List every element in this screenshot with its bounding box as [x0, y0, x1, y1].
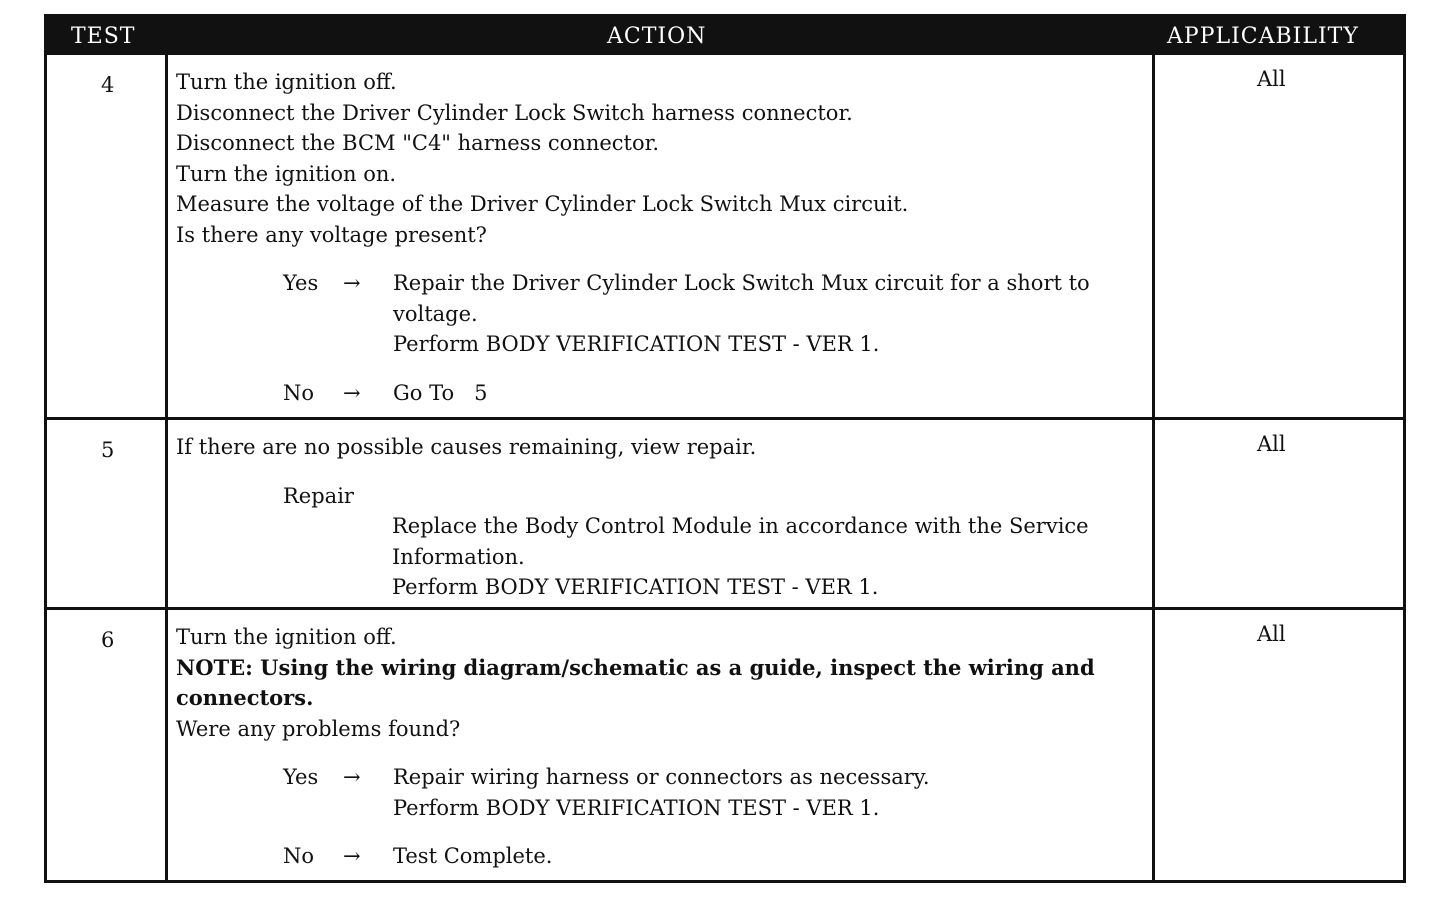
table-header: [47, 17, 1403, 55]
arrow-icon: →: [343, 765, 361, 789]
no-action: Test Complete.: [393, 844, 553, 868]
applicability-value: All: [1257, 67, 1286, 91]
yes-label: Yes: [283, 271, 319, 295]
no-label: No: [283, 380, 315, 405]
action-step: If there are no possible causes remaining, view repair.: [176, 435, 757, 459]
no-branch: [283, 841, 1151, 872]
header-applicability: APPLICABILITY: [1167, 24, 1359, 49]
table-row-test-4: [47, 55, 1403, 417]
yes-action: Repair wiring harness or connectors as necessary.: [393, 765, 930, 789]
repair-action: Perform BODY VERIFICATION TEST - VER 1.: [392, 575, 879, 599]
repair-body: [392, 511, 1151, 603]
table-row-test-5: [47, 420, 1403, 607]
action-step: Turn the ignition on.: [176, 161, 397, 186]
yes-branch: [283, 762, 1151, 823]
action-cell: [176, 67, 1151, 408]
applicability-value: All: [1257, 622, 1286, 646]
action-question: Is there any voltage present?: [176, 222, 487, 247]
action-cell: [176, 622, 1151, 872]
applicability-value: All: [1257, 432, 1286, 456]
no-action: Go To 5: [393, 380, 488, 405]
action-step: Measure the voltage of the Driver Cylinder Lock Switch Mux circuit.: [176, 192, 909, 216]
diagnostic-table: [44, 14, 1406, 883]
action-step: Disconnect the BCM "C4" harness connector.: [176, 131, 660, 155]
test-number: 5: [101, 438, 115, 462]
arrow-icon: →: [343, 271, 361, 295]
action-cell: [176, 432, 1151, 603]
header-action: ACTION: [607, 24, 707, 49]
note-text: NOTE: Using the wiring diagram/schematic as a guide, inspect the wiring and connectors.: [176, 654, 1095, 710]
action-step: Disconnect the Driver Cylinder Lock Switch harness connector.: [176, 100, 853, 125]
test-number: 6: [101, 628, 115, 652]
yes-branch: [283, 268, 1151, 360]
no-branch: [283, 378, 1151, 409]
arrow-icon: →: [343, 844, 361, 868]
yes-action: Perform BODY VERIFICATION TEST - VER 1.: [393, 795, 880, 820]
repair-label: Repair: [283, 483, 354, 508]
test-number: 4: [101, 73, 115, 97]
yes-action: Repair the Driver Cylinder Lock Switch Mux circuit for a short to voltage.: [393, 271, 1090, 326]
repair-action: Replace the Body Control Module in accordance with the Service Information.: [392, 514, 1089, 569]
arrow-icon: →: [343, 380, 361, 405]
action-question: Were any problems found?: [176, 716, 461, 741]
action-step: Turn the ignition off.: [176, 70, 397, 94]
action-step: Turn the ignition off.: [176, 625, 397, 649]
yes-label: Yes: [283, 765, 319, 789]
no-label: No: [283, 844, 315, 868]
table-row-test-6: [47, 610, 1403, 880]
header-test: TEST: [71, 24, 136, 49]
yes-action: Perform BODY VERIFICATION TEST - VER 1.: [393, 332, 880, 356]
